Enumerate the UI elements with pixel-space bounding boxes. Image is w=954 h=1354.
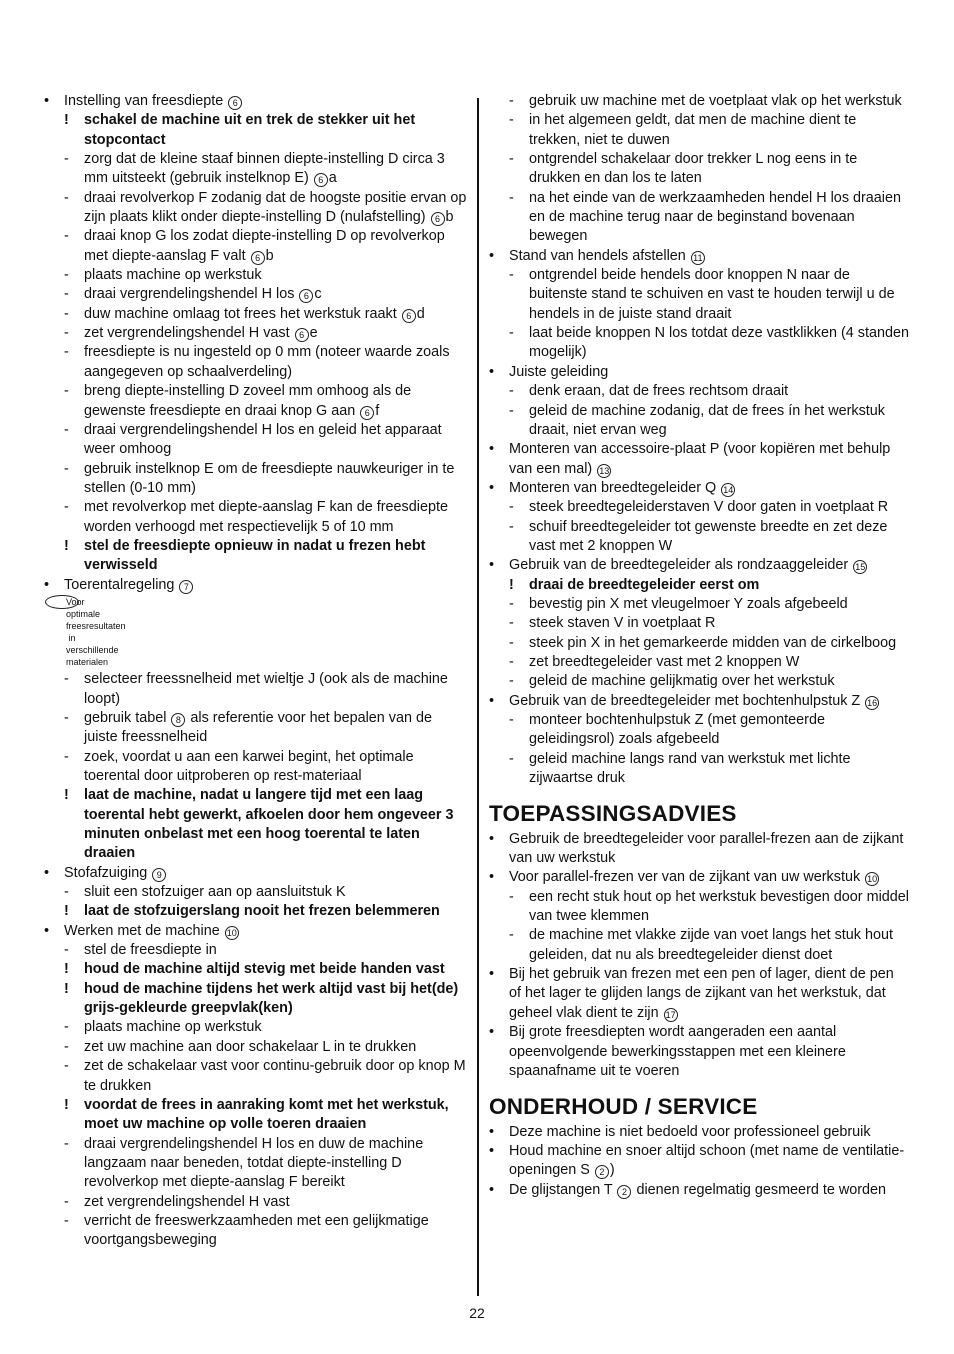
dash-mark: - bbox=[509, 518, 514, 535]
dash-item bbox=[44, 460, 469, 499]
item-text: draai de breedtegeleider eerst om bbox=[529, 576, 760, 593]
figure-ref-icon: 6 bbox=[299, 289, 313, 303]
warning-mark: ! bbox=[64, 961, 69, 978]
dash-item bbox=[489, 711, 909, 750]
dash-mark: - bbox=[64, 1019, 69, 1036]
dash-item bbox=[44, 324, 469, 343]
bullet-mark: • bbox=[44, 864, 50, 881]
item-text: steek pin X in het gemarkeerde midden van de cirkelboog bbox=[529, 634, 897, 651]
bullet-item bbox=[489, 868, 909, 887]
dash-item bbox=[489, 653, 909, 672]
item-text: duw machine omlaag tot frees het werkstuk raakt bbox=[84, 305, 397, 322]
bullet-item bbox=[489, 556, 909, 575]
dash-item bbox=[489, 926, 909, 965]
bullet-mark: • bbox=[489, 1142, 495, 1159]
dash-item bbox=[44, 227, 469, 266]
figure-ref-icon: 6 bbox=[360, 406, 374, 420]
item-text: gebruik uw machine met de voetplaat vlak op het werkstuk bbox=[529, 93, 902, 109]
item-text: steek breedtegeleiderstaven V door gaten in voetplaat R bbox=[529, 499, 889, 516]
dash-mark: - bbox=[509, 93, 514, 109]
dash-mark: - bbox=[64, 884, 69, 901]
bullet-item bbox=[489, 247, 909, 266]
figure-ref-icon: 2 bbox=[595, 1165, 609, 1179]
figure-ref-icon: 13 bbox=[599, 465, 610, 476]
dash-mark: - bbox=[64, 499, 69, 516]
item-text: een recht stuk hout op het werkstuk bevestigen door middel van twee klemmen bbox=[529, 888, 909, 925]
figure-ref-icon: 11 bbox=[691, 251, 705, 265]
dash-item bbox=[489, 750, 909, 789]
item-suffix: e bbox=[309, 325, 318, 342]
item-text: Bij het gebruik van frezen met een pen of lager, dient de pen of het lager te glijden langs de zijkant van het werkstuk, dat geheel vlak dient te zijn bbox=[509, 966, 894, 1021]
item-text: ontgrendel beide hendels door knoppen N naar de buitenste stand te schuiven en vast te houden terwijl u de hendels in de juiste stand draait bbox=[529, 267, 895, 322]
bullet-mark: • bbox=[489, 247, 495, 264]
bullet-item bbox=[44, 922, 469, 941]
item-text: zorg dat de kleine staaf binnen diepte-instelling D circa 3 mm uitsteekt (gebruik instelknop E) bbox=[84, 151, 445, 187]
dash-mark: - bbox=[509, 673, 514, 690]
dash-mark: - bbox=[509, 634, 514, 651]
dash-item bbox=[44, 285, 469, 304]
dash-item bbox=[44, 305, 469, 324]
dash-mark: - bbox=[64, 671, 69, 688]
dash-item bbox=[44, 498, 469, 537]
figure-ref-icon: 6 bbox=[431, 212, 445, 226]
bullet-item bbox=[44, 864, 469, 883]
dash-item bbox=[489, 266, 909, 324]
item-text: verricht de freeswerkzaamheden met een gelijkmatige voortgangsbeweging bbox=[84, 1212, 429, 1249]
warning-mark: ! bbox=[64, 787, 69, 804]
dash-item bbox=[44, 748, 469, 787]
item-text: selecteer freessnelheid met wieltje J (ook als de machine loopt) bbox=[84, 671, 448, 707]
warning-item bbox=[44, 111, 469, 150]
item-suffix: d bbox=[416, 305, 425, 322]
item-suffix: c bbox=[314, 286, 322, 303]
dash-item bbox=[489, 888, 909, 927]
dash-item bbox=[44, 1018, 469, 1037]
dash-mark: - bbox=[64, 267, 69, 284]
dash-mark: - bbox=[64, 460, 69, 477]
bullet-mark: • bbox=[489, 479, 495, 496]
dash-item bbox=[44, 1193, 469, 1212]
item-text: Monteren van breedtegeleider Q bbox=[509, 479, 717, 496]
dash-mark: - bbox=[64, 383, 69, 400]
warning-item bbox=[44, 960, 469, 979]
right-column bbox=[489, 92, 909, 1200]
warning-mark: ! bbox=[509, 576, 514, 593]
dash-mark: - bbox=[509, 927, 514, 944]
bullet-item bbox=[489, 965, 909, 1023]
item-text: geleid de machine zodanig, dat de frees ín het werkstuk draait, niet ervan weg bbox=[529, 402, 885, 438]
dash-mark: - bbox=[64, 344, 69, 361]
item-text: Juiste geleiding bbox=[509, 363, 609, 380]
dash-mark: - bbox=[64, 286, 69, 303]
bullet-mark: • bbox=[44, 576, 50, 593]
item-text: na het einde van de werkzaamheden hendel H los draaien en de machine terug naar de beginstand bovenaan bewegen bbox=[529, 189, 902, 245]
item-text: Monteren van accessoire-plaat P (voor kopiëren met behulp van een mal) bbox=[509, 441, 891, 477]
dash-item bbox=[489, 150, 909, 189]
bullet-mark: • bbox=[489, 441, 495, 458]
figure-ref-icon: 16 bbox=[867, 697, 878, 708]
bullet-mark: • bbox=[489, 692, 495, 709]
item-text: draai vergrendelingshendel H los en geleid het apparaat weer omhoog bbox=[84, 421, 442, 458]
item-text: laat de machine, nadat u langere tijd met een laag toerental hebt gewerkt, afkoelen door hem ongeveer 3 minuten onbelast met een hoog toerental te laten draaien bbox=[84, 787, 454, 862]
dash-item bbox=[489, 634, 909, 653]
item-text: Bij grote freesdiepten wordt aangeraden een aantal opeenvolgende bewerkingsstappen met een kleinere spaanafname uit te voeren bbox=[509, 1024, 846, 1079]
bullet-item bbox=[489, 440, 909, 479]
warning-mark: ! bbox=[64, 980, 69, 997]
item-text: draai revolverkop F zodanig dat de hoogste positie ervan op zijn plaats klikt onder diepte-instelling D (nulafstelling) bbox=[84, 189, 467, 226]
dash-mark: - bbox=[509, 112, 514, 129]
item-text: in het algemeen geldt, dat men de machine dient te trekken, niet te duwen bbox=[529, 112, 857, 148]
dash-item bbox=[44, 1057, 469, 1096]
item-suffix: a bbox=[328, 170, 337, 187]
figure-ref-icon: 17 bbox=[665, 1009, 676, 1020]
item-text: freesdiepte is nu ingesteld op 0 mm (noteer waarde zoals aangegeven op schaalverdeling) bbox=[84, 344, 450, 380]
dash-mark: - bbox=[509, 888, 514, 905]
warning-item bbox=[489, 576, 909, 595]
item-suffix: als referentie voor het bepalen van de juiste freessnelheid bbox=[84, 709, 433, 746]
figure-ref-icon: 15 bbox=[855, 562, 866, 573]
dash-mark: - bbox=[509, 325, 514, 342]
section-title-onderhoud: ONDERHOUD / SERVICE bbox=[489, 1094, 758, 1120]
dash-mark: - bbox=[64, 1135, 69, 1152]
dash-mark: - bbox=[64, 421, 69, 438]
figure-ref-icon: 7 bbox=[179, 580, 193, 594]
dash-mark: - bbox=[509, 189, 514, 206]
bullet-mark: • bbox=[44, 922, 50, 939]
bullet-mark: • bbox=[489, 966, 495, 983]
dash-mark: - bbox=[64, 1193, 69, 1210]
item-text: Gebruik van de breedtegeleider als rondzaaggeleider bbox=[509, 557, 849, 574]
item-text: schuif breedtegeleider tot gewenste breedte en zet deze vast met 2 knoppen W bbox=[529, 518, 888, 554]
dash-item bbox=[44, 883, 469, 902]
bullet-item bbox=[489, 479, 909, 498]
dash-item bbox=[489, 402, 909, 441]
warning-mark: ! bbox=[64, 537, 69, 554]
bullet-item bbox=[489, 830, 909, 869]
item-text: geleid de machine gelijkmatig over het werkstuk bbox=[529, 673, 835, 690]
item-text: Toerentalregeling bbox=[64, 576, 175, 593]
dash-item bbox=[44, 343, 469, 382]
column-divider bbox=[477, 98, 479, 1296]
dash-item bbox=[489, 672, 909, 691]
item-text: steek staven V in voetplaat R bbox=[529, 615, 716, 632]
dash-mark: - bbox=[509, 653, 514, 670]
bullet-mark: • bbox=[489, 830, 495, 847]
dash-mark: - bbox=[509, 615, 514, 632]
dash-item bbox=[44, 382, 469, 421]
item-text: sluit een stofzuiger aan op aansluitstuk K bbox=[84, 884, 346, 901]
bullet-mark: • bbox=[489, 1123, 495, 1140]
figure-ref-icon: 6 bbox=[402, 309, 416, 323]
dash-item bbox=[489, 189, 909, 247]
item-text: Deze machine is niet bedoeld voor professioneel gebruik bbox=[509, 1123, 871, 1140]
warning-item bbox=[44, 980, 469, 1019]
bullet-item bbox=[44, 92, 469, 111]
item-suffix: b bbox=[265, 247, 274, 264]
item-text: gebruik tabel bbox=[84, 709, 167, 726]
figure-ref-icon: 6 bbox=[251, 251, 265, 265]
item-text: draai knop G los zodat diepte-instelling D op revolverkop met diepte-aanslag F valt bbox=[84, 228, 445, 264]
section-onderhoud bbox=[489, 1123, 909, 1200]
item-text: laat de stofzuigerslang nooit het frezen belemmeren bbox=[84, 903, 440, 920]
item-text: breng diepte-instelling D zoveel mm omhoog als de gewenste freesdiepte en draai knop G aan bbox=[84, 383, 412, 419]
dash-item bbox=[44, 421, 469, 460]
item-text: geleid machine langs rand van werkstuk met lichte zijwaartse druk bbox=[529, 750, 851, 787]
dash-mark: - bbox=[509, 712, 514, 728]
item-text: met revolverkop met diepte-aanslag F kan de freesdiepte worden verhoogd met respectievelijk 5 of 10 mm bbox=[84, 499, 448, 535]
item-text: Voor optimale freesresultaten in verschillende materialen bbox=[66, 596, 126, 667]
figure-ref-icon: 14 bbox=[723, 484, 734, 495]
dash-mark: - bbox=[64, 1058, 69, 1075]
right-list bbox=[489, 92, 909, 788]
item-text: Houd machine en snoer altijd schoon (met name de ventilatie-openingen S bbox=[509, 1142, 905, 1179]
item-text: de machine met vlakke zijde van voet langs het stuk hout geleiden, dat nu als breedtegeleider dienst doet bbox=[529, 927, 893, 963]
figure-ref-icon: 6 bbox=[228, 96, 242, 110]
bullet-item bbox=[44, 576, 469, 595]
bullet-item bbox=[489, 363, 909, 382]
dash-item bbox=[489, 595, 909, 614]
bullet-item bbox=[489, 1023, 909, 1081]
dash-item bbox=[44, 670, 469, 709]
figure-ref-icon: 10 bbox=[867, 874, 878, 885]
dash-mark: - bbox=[64, 305, 69, 322]
bullet-mark: • bbox=[489, 557, 495, 574]
dash-mark: - bbox=[64, 942, 69, 959]
figure-ref-icon: 9 bbox=[152, 868, 166, 882]
item-text: schakel de machine uit en trek de stekker uit het stopcontact bbox=[84, 112, 416, 148]
section-title-toepassingsadvies: TOEPASSINGSADVIES bbox=[489, 801, 737, 827]
item-text: plaats machine op werkstuk bbox=[84, 267, 262, 284]
page-number: 22 bbox=[469, 1305, 485, 1321]
item-suffix: f bbox=[375, 402, 380, 419]
dash-mark: - bbox=[64, 151, 69, 168]
warning-item bbox=[44, 537, 469, 576]
item-text: Stand van hendels afstellen bbox=[509, 247, 686, 264]
dash-mark: - bbox=[64, 1038, 69, 1055]
item-text: draai vergrendelingshendel H los bbox=[84, 286, 295, 303]
item-text: denk eraan, dat de frees rechtsom draait bbox=[529, 383, 789, 400]
dash-item bbox=[44, 1038, 469, 1057]
item-text: Gebruik de breedtegeleider voor parallel-frezen aan de zijkant van uw werkstuk bbox=[509, 830, 904, 867]
dash-item bbox=[489, 382, 909, 401]
item-text: Gebruik van de breedtegeleider met bochtenhulpstuk Z bbox=[509, 692, 861, 709]
dash-item bbox=[44, 1135, 469, 1193]
item-text: zet vergrendelingshendel H vast bbox=[84, 325, 290, 342]
dash-item bbox=[489, 111, 909, 150]
left-column bbox=[44, 92, 469, 1251]
item-text: draai vergrendelingshendel H los en duw de machine langzaam naar beneden, totdat diepte-instelling D revolverkop met diepte-aanslag F bereikt bbox=[84, 1135, 424, 1191]
item-text: ontgrendel schakelaar door trekker L nog eens in te drukken en dan los te laten bbox=[529, 151, 858, 187]
warning-mark: ! bbox=[64, 112, 69, 129]
item-suffix: ) bbox=[609, 1162, 615, 1179]
dash-mark: - bbox=[64, 1212, 69, 1229]
dash-mark: - bbox=[509, 499, 514, 516]
bullet-item bbox=[489, 692, 909, 711]
dash-item bbox=[44, 266, 469, 285]
dash-mark: - bbox=[509, 383, 514, 400]
item-text: plaats machine op werkstuk bbox=[84, 1019, 262, 1036]
figure-ref-icon: 6 bbox=[295, 328, 309, 342]
bullet-mark: • bbox=[489, 869, 495, 886]
dash-item bbox=[44, 709, 469, 748]
figure-ref-icon: 2 bbox=[617, 1185, 631, 1199]
dash-item bbox=[44, 1212, 469, 1251]
item-text: bevestig pin X met vleugelmoer Y zoals afgebeeld bbox=[529, 595, 848, 612]
bullet-mark: • bbox=[489, 1024, 495, 1041]
item-text: Stofafzuiging bbox=[64, 864, 148, 881]
item-text: zet breedtegeleider vast met 2 knoppen W bbox=[529, 653, 800, 670]
section-toepassingsadvies bbox=[489, 830, 909, 1081]
item-text: De glijstangen T bbox=[509, 1181, 613, 1198]
dash-item bbox=[44, 189, 469, 228]
item-text: Instelling van freesdiepte bbox=[64, 93, 224, 109]
item-text: houd de machine tijdens het werk altijd vast bij het(de) grijs-gekleurde greepvlak(ken) bbox=[84, 980, 459, 1017]
dash-mark: - bbox=[64, 709, 69, 726]
item-text: stel de freesdiepte in bbox=[84, 942, 217, 959]
warning-mark: ! bbox=[64, 903, 69, 920]
item-text: Werken met de machine bbox=[64, 922, 220, 939]
figure-ref-icon: 6 bbox=[314, 173, 328, 187]
bullet-mark: • bbox=[489, 1181, 495, 1198]
item-text: zet de schakelaar vast voor continu-gebruik door op knop M te drukken bbox=[84, 1058, 466, 1094]
bullet-mark: • bbox=[44, 93, 50, 109]
dash-mark: - bbox=[509, 151, 514, 168]
item-text: laat beide knoppen N los totdat deze vastklikken (4 standen mogelijk) bbox=[529, 325, 909, 361]
paragraph bbox=[45, 595, 126, 667]
dash-mark: - bbox=[509, 267, 514, 284]
warning-item bbox=[44, 1096, 469, 1135]
warning-item bbox=[44, 786, 469, 863]
warning-mark: ! bbox=[64, 1096, 69, 1113]
item-text: zet vergrendelingshendel H vast bbox=[84, 1193, 290, 1210]
item-text: monteer bochtenhulpstuk Z (met gemonteerde geleidingsrol) zoals afgebeeld bbox=[529, 712, 825, 748]
item-text: gebruik instelknop E om de freesdiepte nauwkeuriger in te stellen (0-10 mm) bbox=[84, 460, 455, 496]
dash-mark: - bbox=[64, 325, 69, 342]
figure-ref-icon: 10 bbox=[226, 927, 237, 938]
bullet-item bbox=[489, 1142, 909, 1181]
dash-item bbox=[489, 498, 909, 517]
dash-mark: - bbox=[509, 750, 514, 767]
dash-item bbox=[489, 324, 909, 363]
dash-mark: - bbox=[64, 228, 69, 245]
bullet-mark: • bbox=[489, 363, 495, 380]
dash-mark: - bbox=[64, 748, 69, 765]
dash-item bbox=[489, 92, 909, 111]
item-text: zoek, voordat u aan een karwei begint, het optimale toerental door uitproberen op rest-materiaal bbox=[84, 748, 414, 784]
item-text: stel de freesdiepte opnieuw in nadat u frezen hebt verwisseld bbox=[84, 537, 426, 574]
bullet-item bbox=[489, 1181, 909, 1200]
item-text: zet uw machine aan door schakelaar L in te drukken bbox=[84, 1038, 417, 1055]
item-text: Voor parallel-frezen ver van de zijkant van uw werkstuk bbox=[509, 869, 861, 886]
item-suffix: b bbox=[445, 209, 454, 226]
dash-mark: - bbox=[509, 595, 514, 612]
figure-ref-icon: 8 bbox=[171, 713, 185, 727]
dash-item bbox=[489, 518, 909, 557]
dash-item bbox=[489, 614, 909, 633]
dash-item bbox=[44, 941, 469, 960]
item-text: houd de machine altijd stevig met beide handen vast bbox=[84, 961, 445, 978]
dash-mark: - bbox=[64, 189, 69, 206]
bullet-item bbox=[489, 1123, 909, 1142]
dash-item bbox=[44, 150, 469, 189]
item-text: voordat de frees in aanraking komt met het werkstuk, moet uw machine op volle toeren draaien bbox=[84, 1096, 449, 1133]
item-suffix: dienen regelmatig gesmeerd te worden bbox=[632, 1181, 887, 1198]
warning-item bbox=[44, 902, 469, 921]
dash-mark: - bbox=[509, 402, 514, 419]
